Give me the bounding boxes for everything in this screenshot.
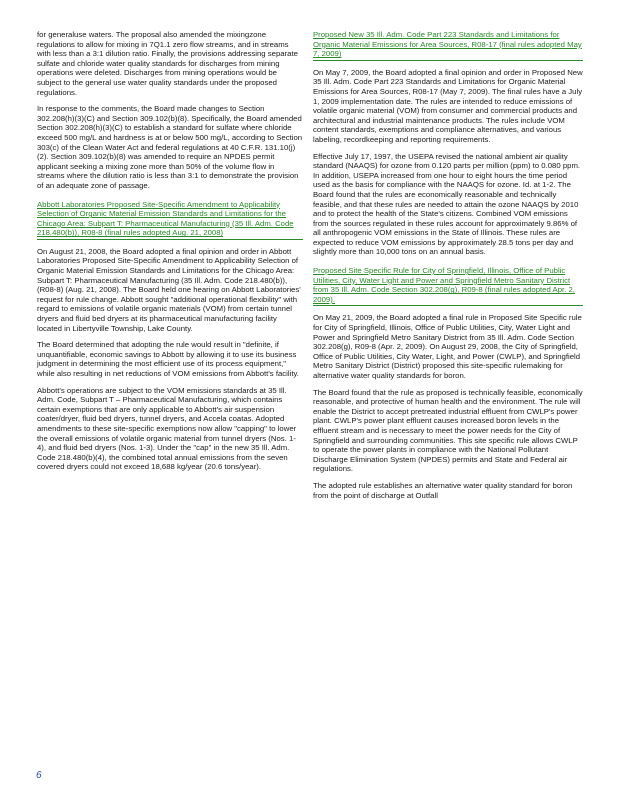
- left-paragraph-1: for generaluse waters. The proposal also amended the mixingzone regulations to allow for mixing in 7Q1.1 zero flow streams, and in streams with less than a 3:1 dilution ratio. Finally, the provisions addressing separate sulfate and chloride water quality standards for discharges from mining operations were deleted. Discharges from mining operations would be subject to the general use water quality standards under the proposed regulations.: [37, 30, 298, 97]
- right-paragraph-5: The adopted rule establishes an alternative water quality standard for boron from the point of discharge at Outfall: [313, 480, 573, 500]
- left-paragraph-3: On August 21, 2008, the Board adopted a final opinion and order in Abbott Laboratories Proposed Site-Specific Amendment to Applicability Selection of Organic Material Emission Standards and Limitations for the Chicago Area: Subpart T: Pharmaceutical Manufacturing (35 Ill. Adm. Code 218.480(b)), (R08-8) (Aug. 21, 2008). The Board held one hearing on Abbott Laboratories' request for rule change. Abbott sought "additional operational flexibility" with regard to emissions of volatile organic materials (VOM) from certain tunnel dryers and fluid bed dryers at its pharmaceutical manufacturing facility located in Libertyville Township, Lake County.: [37, 246, 301, 333]
- left-paragraph-5: Abbott's operations are subject to the VOM emissions standards at 35 Ill. Adm. Code, Subpart T – Pharmaceutical Manufacturing, which contains certain exemptions that are only applicable to Abbott's air suspension coater/dryer, fluid bed dryers, tunnel dryers, and Accela coatas. Adopted amendments to these site-specific exemptions now allow "capping" to lower the overall emissions of volatile organic material from tunnel dryers (Nos. 1-4), and fluid bed dryers (Nos. 1-3). Under the "cap" in the new 35 Ill. Adm. Code 218.480(b)(4), the combined total annual emissions from the seven covered dryers could not exceed 18,688 kg/year (20.6 tons/year).: [37, 385, 297, 472]
- left-paragraph-2: In response to the comments, the Board made changes to Section 302.208(h)(3)(C) and Section 309.102(b)(8). Specifically, the Board amended Section 302.208(h)(3)(C) to establish a standard for sulfate where chloride exceed 500 mg/L and hardness is at or below 500 mg/L, according to Section 303(c) of the Clean Water Act and federal regulations at 40 C.F.R. 131.10(j)(2). Section 309.102(b)(8) was amended to require an NPDES permit applicant seeking a mixing zone more than 50% of the volume flow in streams where the dilution ratio is less than 3:1 to demonstrate the provision of an adequate zone of passage.: [37, 104, 303, 190]
- left-paragraph-4: The Board determined that adopting the rule would result in "definite, if unquantifiable, economic savings to Abbott by allowing it to use its business judgment in determining the most efficient use of its process equipment," while also resulting in net reductions of VOM emissions from Abbott's facility.: [37, 340, 299, 378]
- page-number: 6: [36, 770, 42, 781]
- part-223-section-heading[interactable]: Proposed New 35 Ill. Adm. Code Part 223 Standards and Limitations for Organic Material Emissions for Area Sources, R08-17 (final rules adopted May 7, 2009): [313, 30, 583, 61]
- right-column: [313, 30, 583, 507]
- right-paragraph-4: The Board found that the rule as proposed is technically feasible, economically reasonable, and protective of human health and the environment. The rule will enable the District to accept pretreated industrial effluent from CWLP's power plant. CWLP's power plant effluent causes increased boron levels in the effluent stream and is necessary to meet the power needs for the City of Springfield and surrounding communities. This site specific rule allows CWLP to operate the power plants in compliance with the National Pollutant Discharge Elimination System (NPDES) permits and State and Federal air regulations.: [313, 387, 583, 474]
- right-paragraph-3: On May 21, 2009, the Board adopted a final rule in Proposed Site Specific rule for City of Springfield, Illinois, Office of Public Utilities, City, Water Light and Power and Springfield Metro Sanitary District from 35 Ill. Adm. Code Section 302.208(g), R09-8 (Apr. 2, 2009). On August 29, 2008, the City of Springfield, Office of Public Utilities, City Water, Light, and Power (CWLP), and Springfield Metro Sanitary District (District) proposed this site-specific rulemaking for alternative water quality standards for boron.: [313, 313, 582, 380]
- right-paragraph-1: On May 7, 2009, the Board adopted a final opinion and order in Proposed New 35 Ill. Adm. Code Part 223 Standards and Limitations for Organic Material Emissions for Area Sources, R08-17 (May 7, 2009). The final rules have a July 1, 2009 implementation date. The rules are intended to reduce emissions of volatile organic material (VOM) from consumer and commercial products and architectural and industrial maintenance products. The rules include VOM content standards, exemptions and compliance alternatives, and various labeling, recordkeeping and reporting requirements.: [313, 67, 583, 144]
- left-column: [37, 30, 303, 479]
- abbott-section-heading[interactable]: Abbott Laboratories Proposed Site-Specific Amendment to Applicability Selection of Organic Material Emission Standards and Limitations for the Chicago Area: Subpart T: Pharmaceutical Manufacturing (35 Ill. Adm. Code 218.480(b)), R08-8 (final rules adopted Aug. 21, 2008): [37, 200, 303, 240]
- springfield-section-heading[interactable]: Proposed Site Specific Rule for City of Springfield, Illinois, Office of Public Utilities, City, Water Light and Power and Springfield Metro Sanitary District from 35 Ill. Adm. Code Section 302.208(g), R09-8 (final rules adopted Apr. 2, 2009).: [313, 266, 583, 306]
- right-paragraph-2: Effective July 17, 1997, the USEPA revised the national ambient air quality standard (NAAQS) for ozone from 0.120 parts per million (ppm) to 0.080 ppm. In addition, USEPA increased from one hour to eight hours the time period used as the basis for compliance with the NAAQS for ozone. Id. at 1-2. The Board found that the rules are economically reasonable and technically feasible, and that these rules are needed to attain the ozone NAAQS by 2010 and to protect the health of the State's citizens. Combined VOM emissions from the sources regulated in these rules account for approximately 9.86% of all anthropogenic VOM emissions in the State of Illinois. These rules are expected to reduce VOM emissions by approximately 28.5 tons per day and slightly more than 10,000 tons on an annual basis.: [313, 151, 581, 257]
